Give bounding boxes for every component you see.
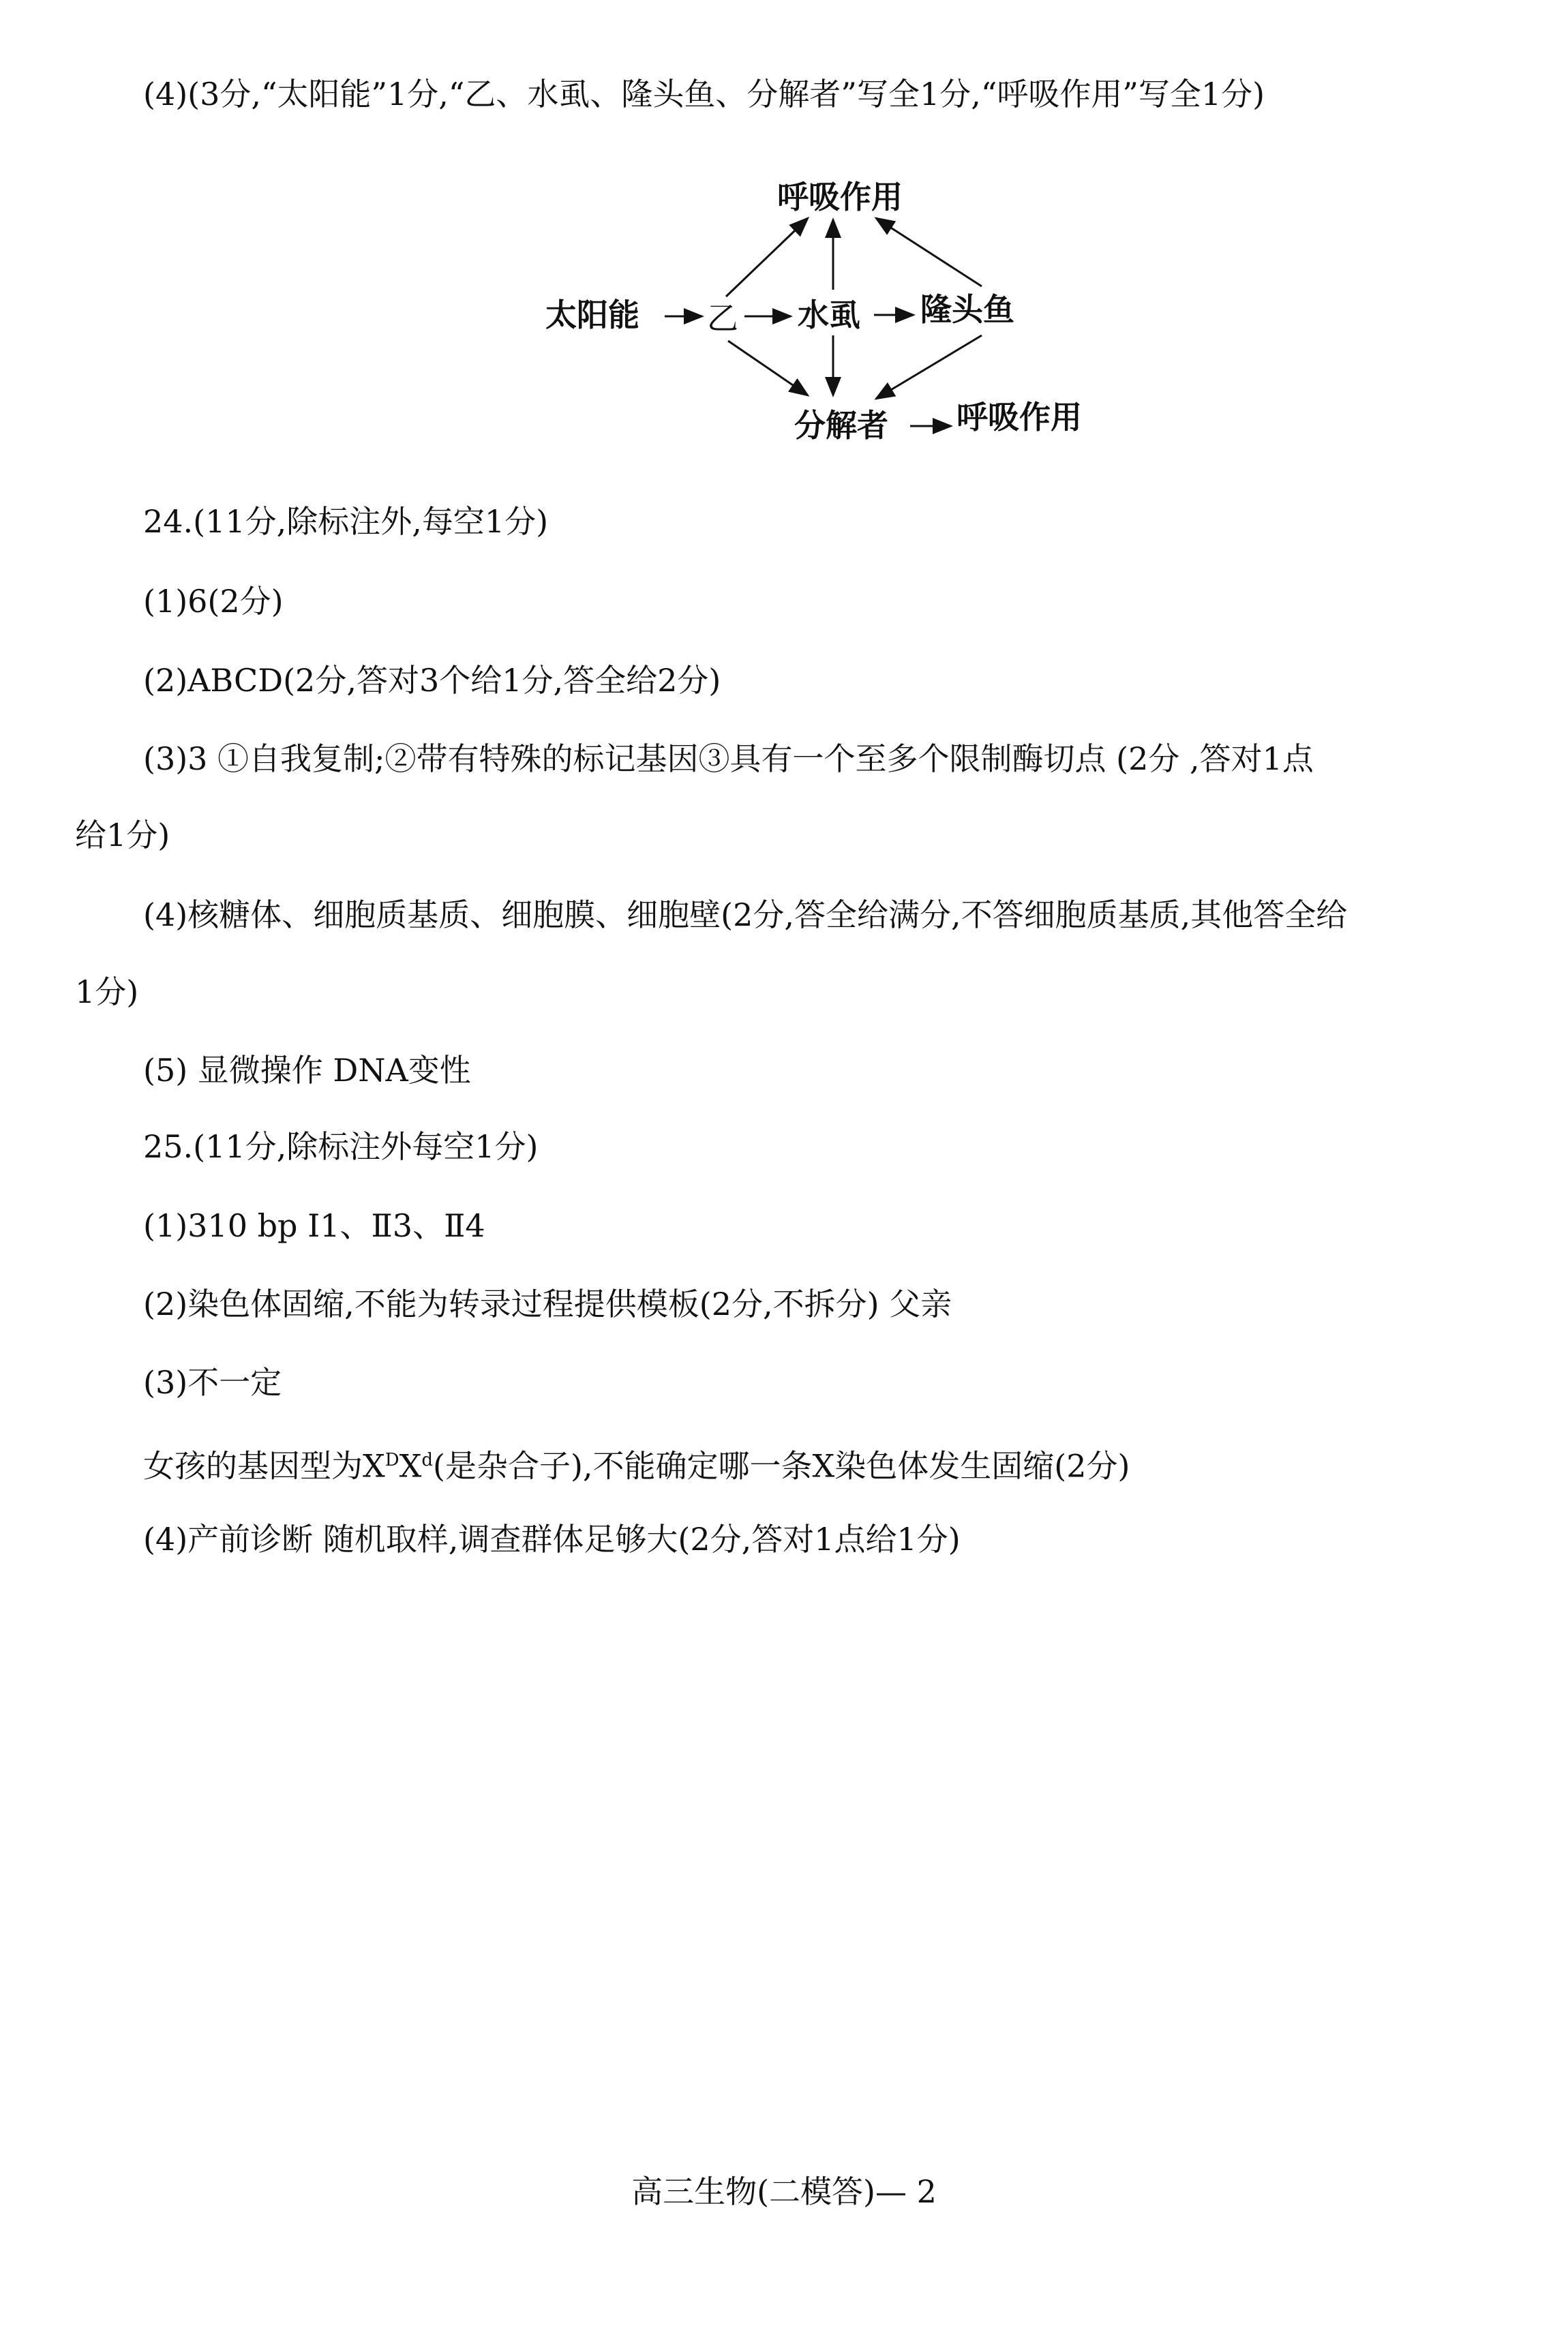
arrow-fish-decomp: [876, 335, 982, 399]
node-respiration-bottom: 呼吸作用: [956, 399, 1082, 436]
q23-part4: (4)(3分,“太阳能”1分,“乙、水虱、隆头鱼、分解者”写全1分,“呼吸作用”写全1分): [143, 76, 1265, 112]
q24-part4-line2: 1分): [75, 973, 139, 1010]
node-respiration-top: 呼吸作用: [777, 179, 903, 215]
genotype-sup-D: D: [385, 1450, 399, 1470]
q24-part5: (5) 显微操作 DNA变性: [143, 1052, 471, 1089]
arrow-yi-decomp: [728, 341, 808, 395]
node-decomposer: 分解者: [794, 407, 888, 444]
genotype-x: X: [399, 1447, 422, 1485]
node-fish: 隆头鱼: [920, 291, 1014, 328]
genotype-suffix: (是杂合子),不能确定哪一条X染色体发生固缩(2分): [433, 1447, 1130, 1485]
q24-part1: (1)6(2分): [143, 583, 284, 620]
node-sun: 太阳能: [545, 297, 639, 333]
q24-heading: 24.(11分,除标注外,每空1分): [143, 503, 549, 540]
q24-part2: (2)ABCD(2分,答对3个给1分,答全给2分): [143, 662, 721, 699]
q24-part3-line2: 给1分): [75, 817, 170, 853]
genotype-prefix: 女孩的基因型为X: [143, 1447, 385, 1485]
q24-part4-line1: (4)核糖体、细胞质基质、细胞膜、细胞壁(2分,答全给满分,不答细胞质基质,其他答全给: [143, 896, 1348, 933]
energy-flow-diagram: [532, 164, 1118, 457]
q25-part4: (4)产前诊断 随机取样,调查群体足够大(2分,答对1点给1分): [143, 1521, 961, 1558]
arrow-fish-resp: [876, 218, 982, 286]
arrow-yi-resp: [726, 218, 808, 297]
q25-part3: (3)不一定: [143, 1364, 282, 1401]
genotype-sup-d: d: [421, 1450, 434, 1470]
q25-part3-explanation: [143, 1440, 1130, 1486]
q25-part1: (1)310 bp Ⅰ1、Ⅱ3、Ⅱ4: [143, 1207, 485, 1244]
page-footer: 高三生物(二模答)— 2: [631, 2173, 937, 2210]
node-yi: 乙: [707, 300, 738, 337]
node-shuishi: 水虱: [798, 297, 860, 333]
q24-part3-line1: (3)3 ①自我复制;②带有特殊的标记基因③具有一个至多个限制酶切点 (2分 ,答对1点: [143, 740, 1314, 777]
q25-heading: 25.(11分,除标注外每空1分): [143, 1128, 539, 1165]
q25-part2: (2)染色体固缩,不能为转录过程提供模板(2分,不拆分) 父亲: [143, 1286, 952, 1322]
